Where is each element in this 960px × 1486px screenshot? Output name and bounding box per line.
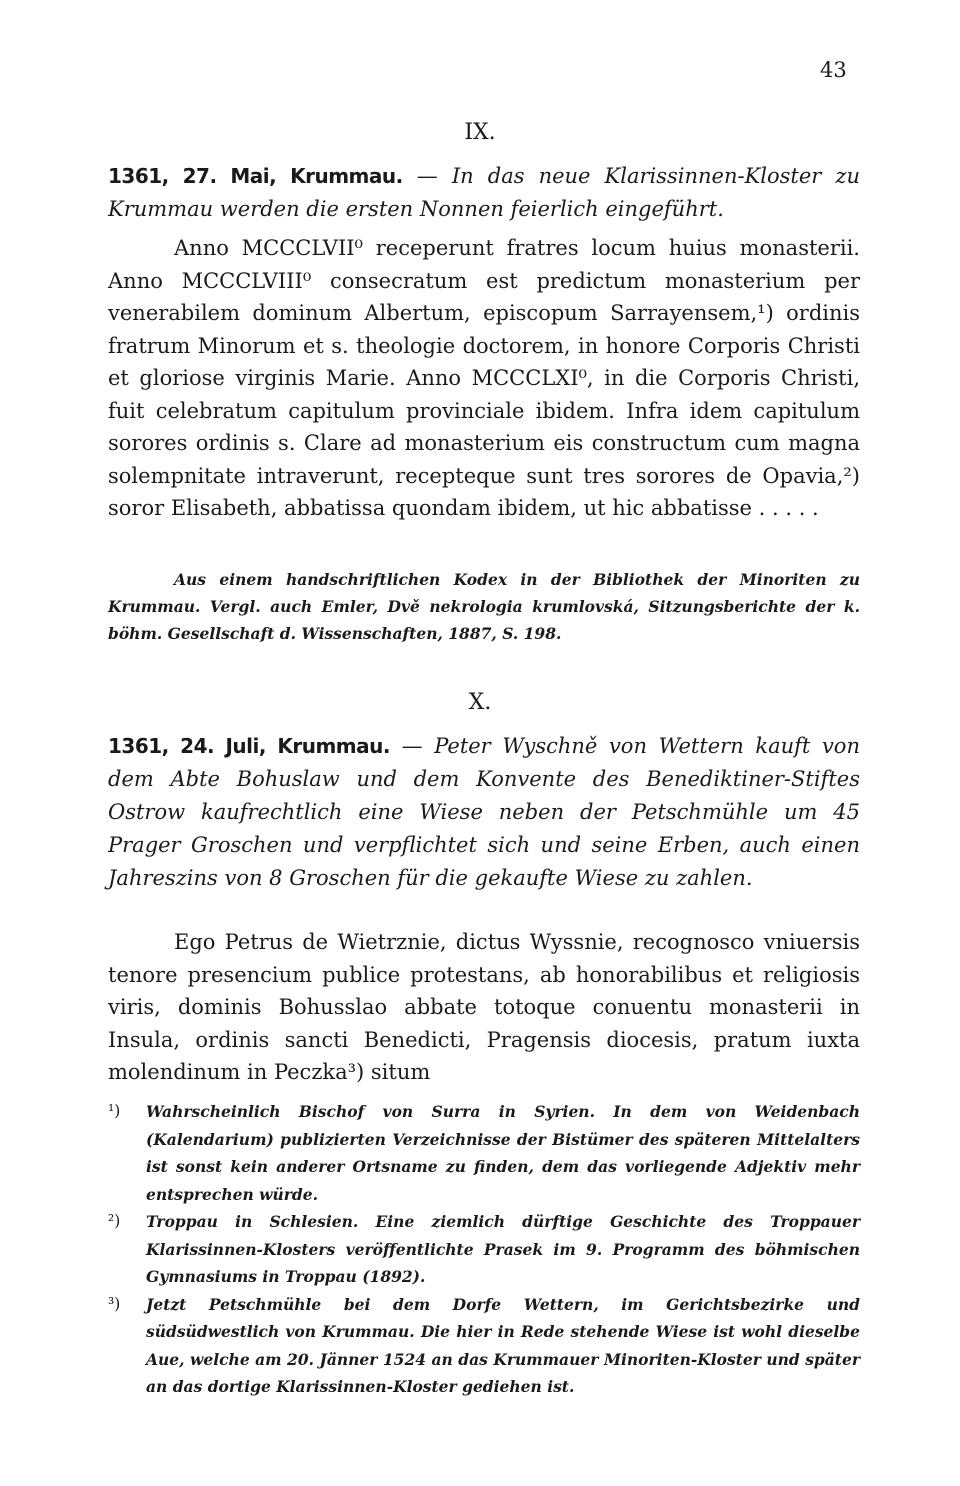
section-ix-source-text: Aus einem handschriftlichen Kodex in der Bibliothek der Minoriten zu Krummau. Vergl. auch Emler, Dvě nekrologia krumlovská, Sitzungsberichte der k. böhm. Gesellschaft d. Wissenschaften, 1887, S. 198. — [108, 570, 860, 643]
section-x-heading — [108, 730, 860, 895]
section-ix-heading — [108, 160, 860, 226]
section-x-number: X. — [468, 690, 492, 715]
section-x-title: Peter Wyschně von Wettern kauft von dem Abte Bohuslaw und dem Konvente des Benediktiner-Stiftes Ostrow kaufrechtlich eine Wiese neben der Petschmühle um 45 Prager Groschen und verpflichtet sich und seine Erben, auch einen Jahreszins von 8 Groschen für die gekaufte Wiese zu zahlen. — [108, 734, 860, 890]
section-x-body — [108, 926, 860, 1089]
footnote-3 — [108, 1291, 860, 1401]
section-x-text: Ego Petrus de Wietrznie, dictus Wyssnie, recognosco vniuersis tenore presencium publice protestans, ab honorabilibus et religiosis viris, dominis Bohusslao abbate totoque conuentu monasterii in Insula, ordinis sancti Benedicti, Pragensis diocesis, pratum iuxta molendinum in Peczka³) situm — [108, 930, 860, 1084]
section-x-date: 1361, 24. Juli, Krummau. — [108, 734, 390, 758]
footnotes — [108, 1098, 860, 1401]
footnote-1 — [108, 1098, 860, 1208]
footnote-2-text: Troppau in Schlesien. Eine ziemlich dürftige Geschichte des Troppauer Klarissinnen-Klosters veröffentlichte Prasek im 9. Programm des böhmischen Gymnasiums in Troppau (1892). — [146, 1212, 860, 1286]
footnote-3-text: Jetzt Petschmühle bei dem Dorfe Wettern, im Gerichtsbezirke und südsüdwestlich von Krummau. Die hier in Rede stehende Wiese ist wohl dieselbe Aue, welche am 20. Jänner 1524 an das Krummauer Minoriten-Kloster und später an das dortige Klarissinnen-Kloster gediehen ist. — [146, 1294, 860, 1396]
section-ix-dash: — — [402, 164, 452, 188]
footnote-1-mark: ¹) — [108, 1102, 121, 1120]
section-ix-date: 1361, 27. Mai, Krummau. — [108, 164, 403, 188]
section-ix-source — [108, 566, 860, 647]
section-x-dash: — — [389, 734, 435, 758]
page-number: 43 — [820, 58, 847, 82]
footnote-3-mark: ³) — [108, 1294, 121, 1313]
footnote-2-mark: ²) — [108, 1212, 121, 1230]
footnote-1-text: Wahrscheinlich Bischof von Surra in Syrien. In dem von Weidenbach (Kalendarium) publizierten Verzeichnisse der Bistümer des späteren Mittelalters ist sonst kein anderer Ortsname zu finden, dem das vorliegende Adjektiv mehr entsprechen würde. — [146, 1102, 860, 1204]
section-ix-title: In das neue Klarissinnen-Kloster zu Krummau werden die ersten Nonnen feierlich eingeführt. — [108, 164, 860, 221]
section-ix-number: IX. — [464, 120, 496, 145]
footnote-2 — [108, 1208, 860, 1291]
section-ix-text: Anno MCCCLVII⁰ receperunt fratres locum huius monasterii. Anno MCCCLVIII⁰ consecratum est predictum monasterium per venerabilem dominum Albertum, episcopum Sarrayensem,¹) ordinis fratrum Minorum et s. theologie doctorem, in honore Corporis Christi et gloriose virginis Marie. Anno MCCCLXI⁰, in die Corporis Christi, fuit celebratum capitulum provinciale ibidem. Infra idem capitulum sorores ordinis s. Clare ad monasterium eis constructum cum magna solempnitate intraverunt, recepteque sunt tres sorores de Opavia,²) soror Elisabeth, abbatissa quondam ibidem, ut hic abbatisse . . . . . — [108, 236, 860, 520]
section-ix-body — [108, 232, 860, 525]
